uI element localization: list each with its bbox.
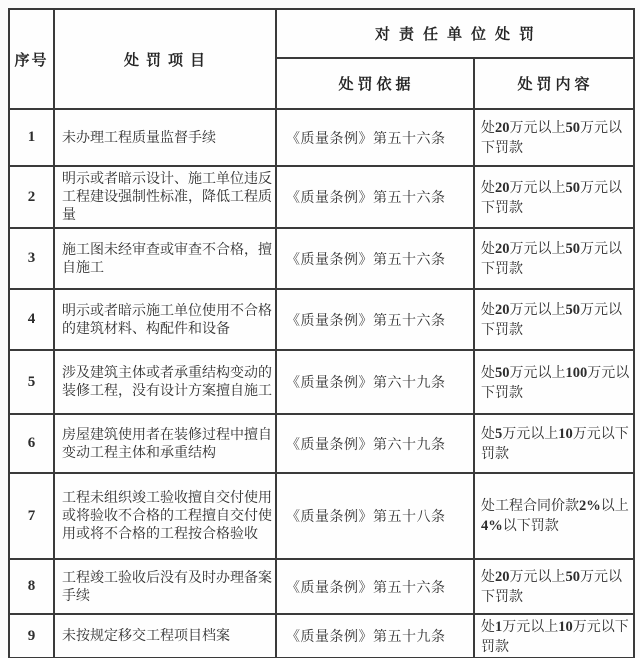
row-serial: 5	[9, 350, 54, 414]
row-content: 处5万元以上10万元以下罚款	[474, 414, 634, 473]
row-basis: 《质量条例》第五十六条	[276, 559, 474, 614]
row-content: 处50万元以上100万元以下罚款	[474, 350, 634, 414]
table-row-4	[9, 289, 634, 350]
table-row-7	[9, 473, 634, 559]
row-serial: 3	[9, 228, 54, 289]
row-serial: 8	[9, 559, 54, 614]
header-row-top	[9, 9, 634, 58]
row-serial: 4	[9, 289, 54, 350]
row-content: 处工程合同价款2%以上4%以下罚款	[474, 473, 634, 559]
row-content: 处20万元以上50万元以下罚款	[474, 166, 634, 228]
table-row-6	[9, 414, 634, 473]
row-content: 处20万元以上50万元以下罚款	[474, 289, 634, 350]
row-item: 未按规定移交工程项目档案	[54, 614, 276, 658]
row-content: 处20万元以上50万元以下罚款	[474, 559, 634, 614]
table-row-3	[9, 228, 634, 289]
table-row-2	[9, 166, 634, 228]
table-row-1	[9, 109, 634, 166]
table-row-8	[9, 559, 634, 614]
row-item: 房屋建筑使用者在装修过程中擅自变动工程主体和承重结构	[54, 414, 276, 473]
row-basis: 《质量条例》第五十六条	[276, 228, 474, 289]
row-item: 工程未组织竣工验收擅自交付使用或将验收不合格的工程擅自交付使用或将不合格的工程按合格验收	[54, 473, 276, 559]
row-item: 施工图未经审查或审查不合格，擅自施工	[54, 228, 276, 289]
row-content: 处20万元以上50万元以下罚款	[474, 109, 634, 166]
table-row-5	[9, 350, 634, 414]
header-content: 处罚内容	[474, 58, 634, 109]
header-item: 处罚项目	[54, 9, 276, 109]
row-item: 未办理工程质量监督手续	[54, 109, 276, 166]
table-body	[9, 109, 634, 658]
row-basis: 《质量条例》第五十六条	[276, 166, 474, 228]
header-serial: 序号	[9, 9, 54, 109]
row-item: 工程竣工验收后没有及时办理备案手续	[54, 559, 276, 614]
row-basis: 《质量条例》第六十九条	[276, 350, 474, 414]
row-serial: 2	[9, 166, 54, 228]
row-serial: 1	[9, 109, 54, 166]
row-item: 明示或者暗示设计、施工单位违反工程建设强制性标准，降低工程质量	[54, 166, 276, 228]
row-content: 处1万元以上10万元以下罚款	[474, 614, 634, 658]
row-item: 明示或者暗示施工单位使用不合格的建筑材料、构配件和设备	[54, 289, 276, 350]
row-basis: 《质量条例》第五十九条	[276, 614, 474, 658]
row-basis: 《质量条例》第五十六条	[276, 109, 474, 166]
row-serial: 6	[9, 414, 54, 473]
header-basis: 处罚依据	[276, 58, 474, 109]
row-serial: 7	[9, 473, 54, 559]
row-item: 涉及建筑主体或者承重结构变动的装修工程，没有设计方案擅自施工	[54, 350, 276, 414]
row-basis: 《质量条例》第六十九条	[276, 414, 474, 473]
table-row-9	[9, 614, 634, 658]
table-header	[9, 9, 634, 109]
row-serial: 9	[9, 614, 54, 658]
row-content: 处20万元以上50万元以下罚款	[474, 228, 634, 289]
row-basis: 《质量条例》第五十六条	[276, 289, 474, 350]
header-responsible-unit-group: 对责任单位处罚	[276, 9, 634, 58]
penalty-table	[8, 8, 635, 658]
row-basis: 《质量条例》第五十八条	[276, 473, 474, 559]
